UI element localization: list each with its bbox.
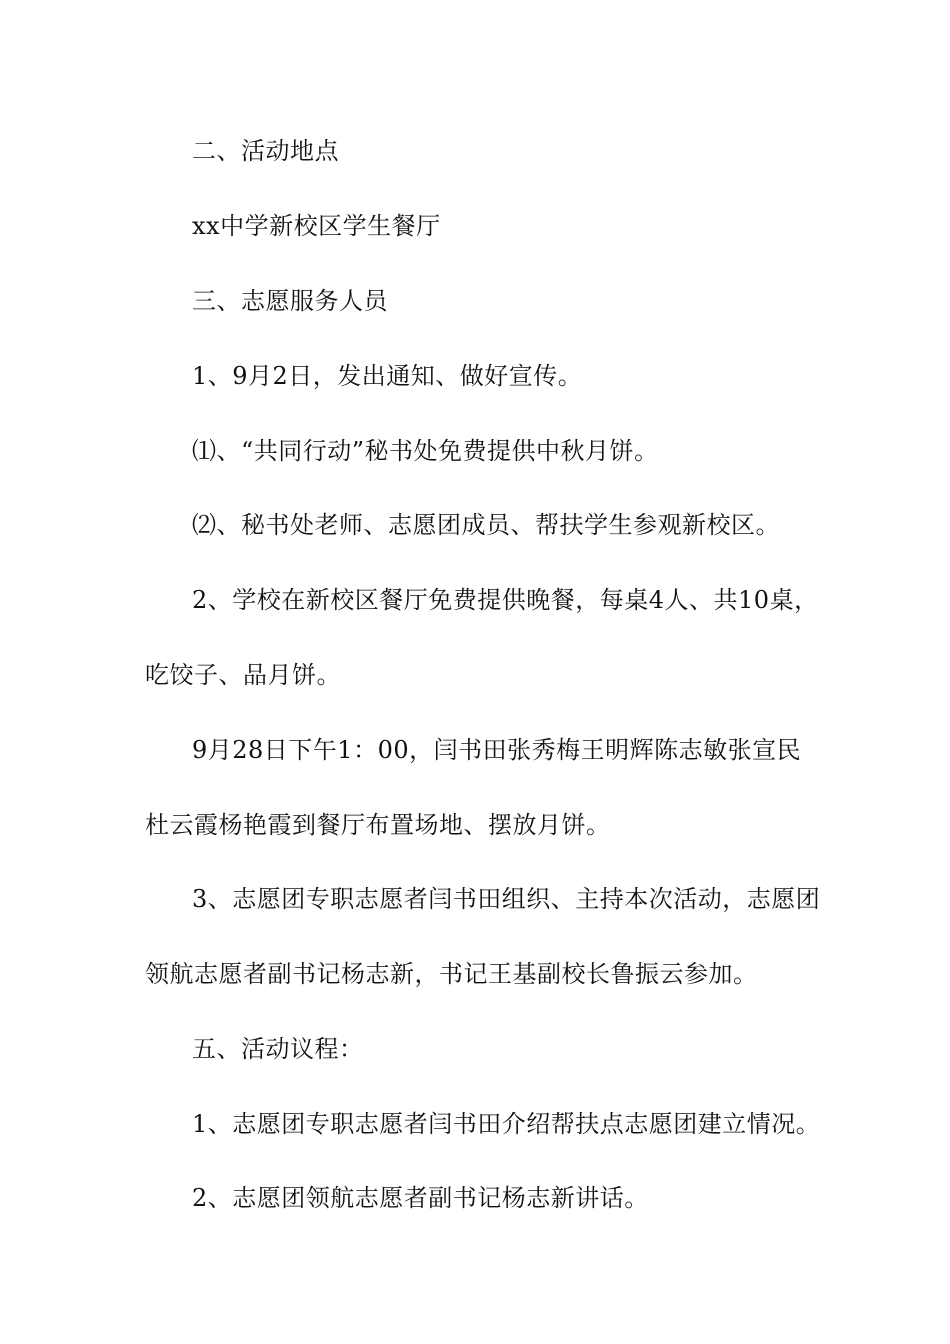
location-text: xx中学新校区学生餐厅 [192, 212, 441, 240]
section-heading-volunteers: 三、志愿服务人员 [192, 287, 388, 315]
paragraph-line: 3、志愿团专职志愿者闫书田组织、主持本次活动，志愿团 [192, 885, 821, 913]
paragraph-line: 9月28日下午1：00，闫书田张秀梅王明辉陈志敏张宣民 [192, 736, 802, 764]
paragraph-line: 杜云霞杨艳霞到餐厅布置场地、摆放月饼。 [145, 811, 611, 839]
paragraph-line: 1、志愿团专职志愿者闫书田介绍帮扶点志愿团建立情况。 [192, 1110, 821, 1138]
paragraph-line: 1、9月2日，发出通知、做好宣传。 [192, 362, 583, 390]
paragraph-line: ⑵、秘书处老师、志愿团成员、帮扶学生参观新校区。 [192, 511, 780, 539]
section-heading-location: 二、活动地点 [192, 137, 339, 165]
paragraph-line: ⑴、“共同行动”秘书处免费提供中秋月饼。 [192, 437, 659, 465]
section-heading-agenda: 五、活动议程： [192, 1035, 364, 1063]
paragraph-line: 领航志愿者副书记杨志新，书记王基副校长鲁振云参加。 [145, 960, 758, 988]
paragraph-line: 2、志愿团领航志愿者副书记杨志新讲话。 [192, 1184, 649, 1212]
paragraph-line: 吃饺子、品月饼。 [145, 661, 341, 689]
paragraph-line: 2、学校在新校区餐厅免费提供晚餐，每桌4人、共10桌， [192, 586, 819, 614]
